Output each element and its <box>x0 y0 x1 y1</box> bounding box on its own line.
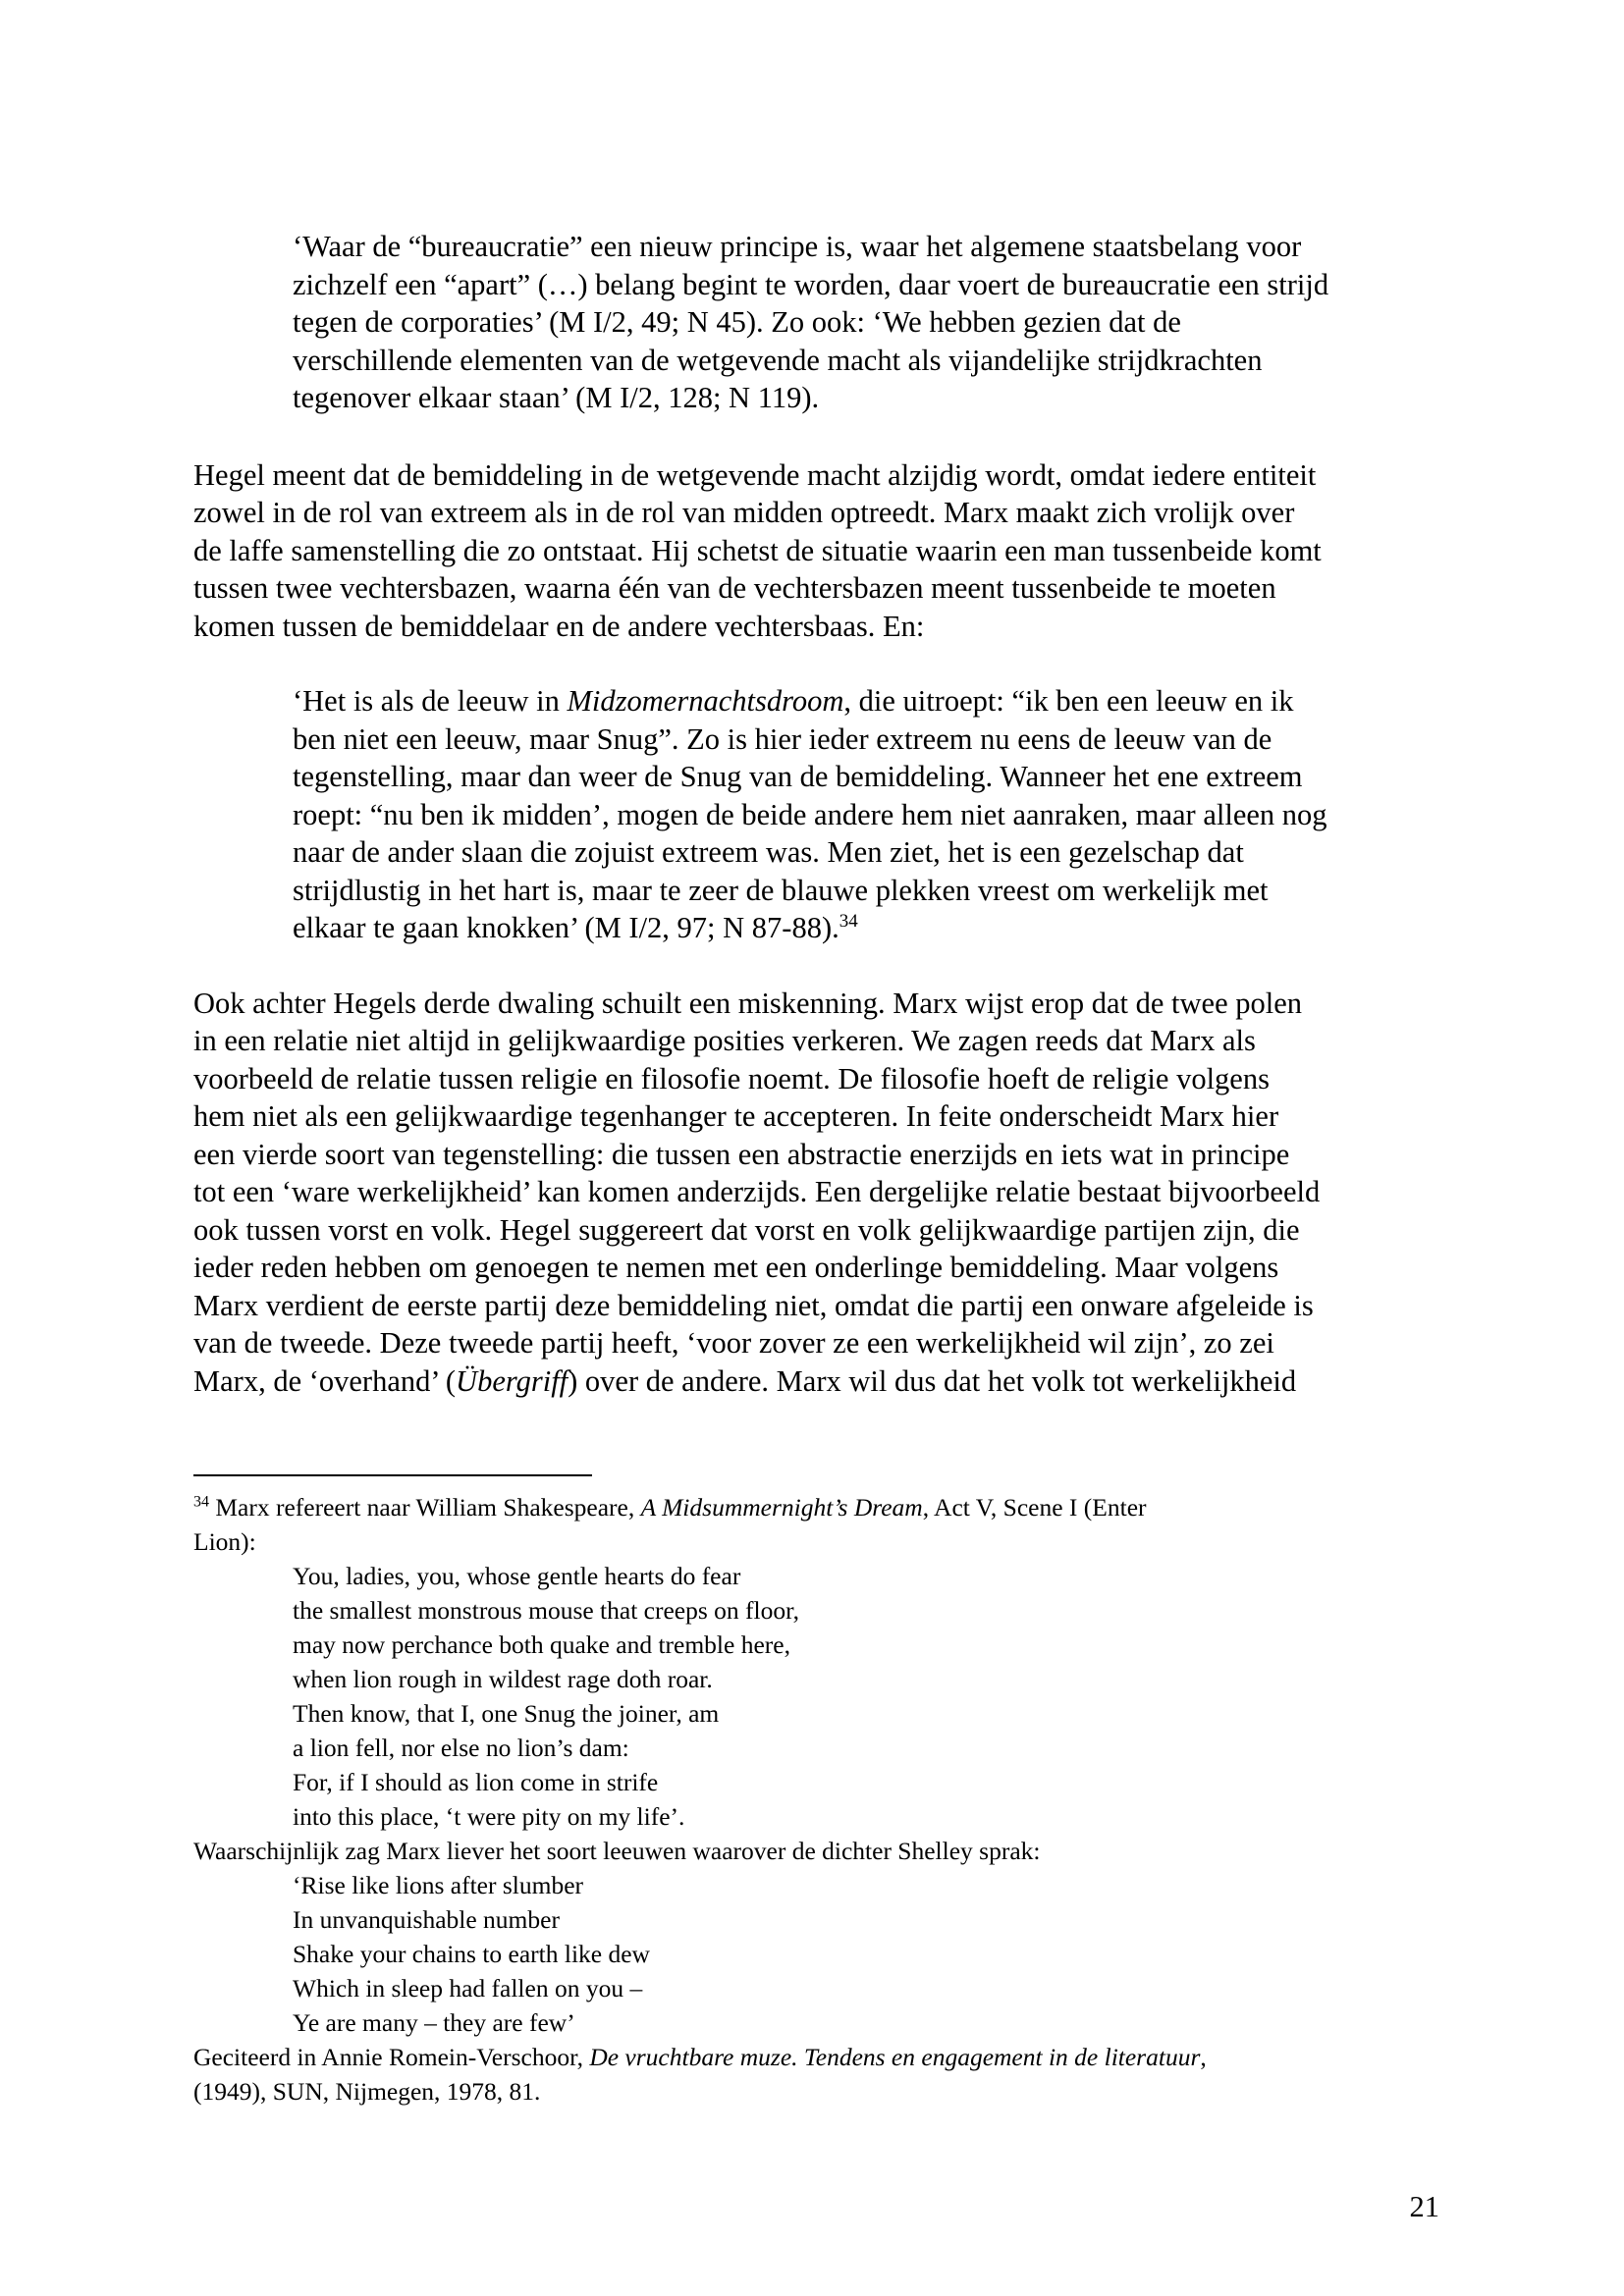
quote-line: tegen de corporaties’ (M I/2, 49; N 45). Zo ook: ‘We hebben gezien dat de <box>293 305 1181 339</box>
verse-line: the smallest monstrous mouse that creeps on floor, <box>293 1596 799 1625</box>
paragraph-line: komen tussen de bemiddelaar en de andere vechtersbaas. En: <box>193 609 925 643</box>
verse-line: Ye are many – they are few’ <box>293 2008 575 2037</box>
paragraph-line: Ook achter Hegels derde dwaling schuilt een miskenning. Marx wijst erop dat de twee polen <box>193 986 1303 1020</box>
paragraph-line: een vierde soort van tegenstelling: die tussen een abstractie enerzijds en iets wat in principe <box>193 1137 1290 1171</box>
footnote-line: (1949), SUN, Nijmegen, 1978, 81. <box>193 2077 541 2106</box>
verse-line: For, if I should as lion come in strife <box>293 1768 659 1796</box>
quote-line: zichzelf een “apart” (…) belang begint te worden, daar voert de bureaucratie een strijd <box>293 267 1329 301</box>
paragraph-line: tot een ‘ware werkelijkheid’ kan komen anderzijds. Een dergelijke relatie bestaat bijvoorbeeld <box>193 1175 1321 1208</box>
paragraph-line: zowel in de rol van extreem als in de rol van midden optreedt. Marx maakt zich vrolijk over <box>193 496 1295 529</box>
paragraph-line: hem niet als een gelijkwaardige tegenhanger te accepteren. In feite onderscheidt Marx hier <box>193 1099 1279 1133</box>
verse-line: Shake your chains to earth like dew <box>293 1940 650 1968</box>
verse-line: You, ladies, you, whose gentle hearts do fear <box>293 1562 741 1590</box>
footnote-reference[interactable]: 34 <box>839 910 858 932</box>
quote-line: verschillende elementen van de wetgevende macht als vijandelijke strijdkrachten <box>293 343 1263 377</box>
paragraph-line: Hegel meent dat de bemiddeling in de wetgevende macht alzijdig wordt, omdat iedere entiteit <box>193 457 1317 492</box>
german-term: Übergriff <box>456 1363 568 1398</box>
paragraph-line: in een relatie niet altijd in gelijkwaardige posities verkeren. We zagen reeds dat Marx als <box>193 1024 1256 1057</box>
block-quote-bureaucracy <box>293 228 1432 417</box>
verse-line: into this place, ‘t were pity on my life’. <box>293 1802 685 1831</box>
paragraph-line: van de tweede. Deze tweede partij heeft, ‘voor zover ze een werkelijkheid wil zijn’, zo zei <box>193 1326 1274 1360</box>
paragraph-line: ieder reden hebben om genoegen te nemen met een onderlinge bemiddeling. Maar volgens <box>193 1251 1279 1284</box>
quote-line: naar de ander slaan die zojuist extreem was. Men ziet, het is een gezelschap dat <box>293 835 1244 869</box>
quote-line: tegenover elkaar staan’ (M I/2, 128; N 119). <box>293 381 820 414</box>
quote-line: roept: “nu ben ik midden’, mogen de beide andere hem niet aanraken, maar alleen nog <box>293 797 1327 831</box>
footnote-line: Waarschijnlijk zag Marx liever het soort leeuwen waarover de dichter Shelley sprak: <box>193 1837 1041 1865</box>
paragraph-line: de laffe samenstelling die zo ontstaat. Hij schetst de situatie waarin een man tussenbeide komt <box>193 533 1322 567</box>
verse-line: Which in sleep had fallen on you – <box>293 1974 643 2002</box>
paragraph-line: voorbeeld de relatie tussen religie en filosofie noemt. De filosofie hoeft de religie volgens <box>193 1061 1270 1095</box>
block-quote-lion <box>293 682 1432 947</box>
paragraph-line: tussen twee vechtersbazen, waarna één van de vechtersbazen meent tussenbeide te moeten <box>193 571 1276 605</box>
paragraph-line: Marx verdient de eerste partij deze bemiddeling niet, omdat die partij een onware afgeleide is <box>193 1288 1314 1322</box>
verse-line: a lion fell, nor else no lion’s dam: <box>293 1734 629 1762</box>
quote-line: tegenstelling, maar dan weer de Snug van de bemiddeling. Wanneer het ene extreem <box>293 760 1303 793</box>
book-title: De vruchtbare muze. Tendens en engagement in de literatuur <box>589 2043 1201 2071</box>
verse-line: may now perchance both quake and tremble here, <box>293 1630 790 1659</box>
footnote-citation: Geciteerd in Annie Romein-Verschoor, De vruchtbare muze. Tendens en engagement in de literatuur, <box>193 2043 1207 2071</box>
quote-line: ‘Waar de “bureaucratie” een nieuw principe is, waar het algemene staatsbelang voor <box>293 230 1302 263</box>
footnote-separator <box>193 1474 592 1476</box>
footnote-line: Lion): <box>193 1527 256 1556</box>
paragraph-hegel-mediation <box>193 456 1440 646</box>
verse-line: ‘Rise like lions after slumber <box>293 1871 584 1899</box>
page-number: 21 <box>1409 2190 1439 2223</box>
paragraph-third-error <box>193 985 1440 1401</box>
paragraph-line: ook tussen vorst en volk. Hegel suggereert dat vorst en volk gelijkwaardige partijen zijn, die <box>193 1212 1300 1247</box>
footnote-intro: $^{34}$ Marx refereert naar William Shakespeare, A Midsummernight’s Dream, Act V, Scene I (Enter <box>193 1493 1147 1522</box>
paragraph-line: Marx, de ‘overhand’ (Übergriff) over de andere. Marx wil dus dat het volk tot werkelijkheid <box>193 1363 1297 1398</box>
play-title: Midzomernachtsdroom <box>567 684 844 718</box>
quote-line: ‘Het is als de leeuw in Midzomernachtsdroom, die uitroept: “ik ben een leeuw en ik <box>293 684 1294 718</box>
verse-line: Then know, that I, one Snug the joiner, am <box>293 1699 720 1728</box>
play-title: A Midsummernight’s Dream <box>640 1493 923 1522</box>
verse-line: when lion rough in wildest rage doth roar. <box>293 1665 713 1693</box>
main-text <box>193 228 1440 1400</box>
footnote-number: 34 <box>193 1493 209 1511</box>
footnote-34 <box>193 1490 1450 2109</box>
verse-line: In unvanquishable number <box>293 1905 560 1934</box>
quote-line: ben niet een leeuw, maar Snug”. Zo is hier ieder extreem nu eens de leeuw van de <box>293 721 1272 756</box>
quote-line: elkaar te gaan knokken’ (M I/2, 97; N 87-88).$^{34}$ <box>293 910 858 944</box>
quote-line: strijdlustig in het hart is, maar te zeer de blauwe plekken vreest om werkelijk met <box>293 873 1269 907</box>
